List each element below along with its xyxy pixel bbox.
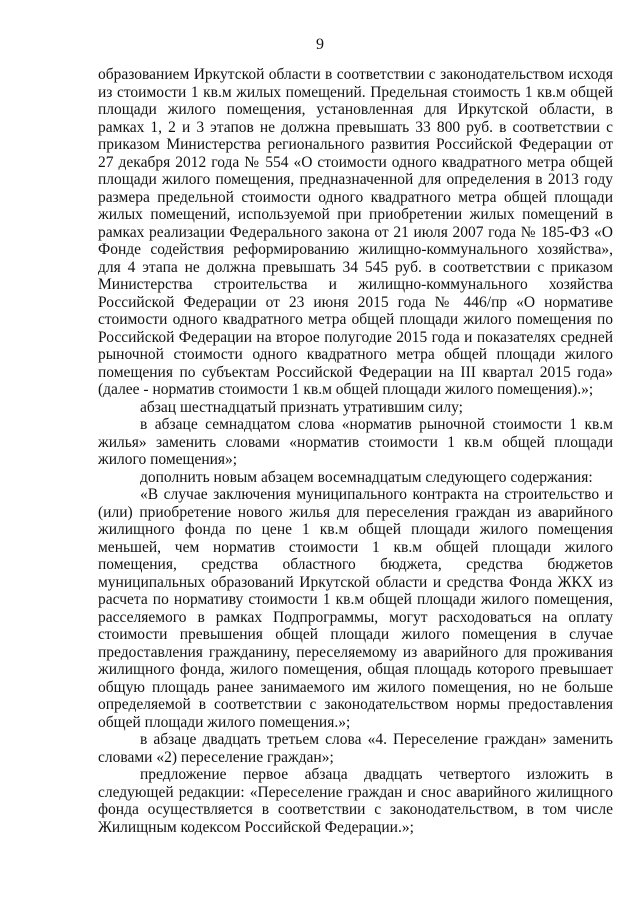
paragraph: предложение первое абзаца двадцать четвертого изложить в следующей редакции: «Переселение граждан и снос аварийного жилищного фонда осуществляется в соответствии с законодательством, в том числе Жилищным кодексом Российской Федерации.»; [98, 766, 613, 836]
paragraph-quoted-text: «В случае заключения муниципального контракта на строительство и (или) приобретение нового жилья для переселения граждан из аварийного жилищного фонда по цене 1 кв.м общей площади жилого помещения меньшей, чем норматив стоимости 1 кв.м общей площади жилого помещения, средства областного бюджета, средства бюджетов муниципальных образований Иркутской области и средства Фонда ЖКХ из расчета по нормативу стоимости 1 кв.м общей площади жилого помещения, расселяемого в рамках Подпрограммы, могут расходоваться на оплату стоимости превышения общей площади жилого помещения в случае предоставления гражданину, переселяемому из аварийного для проживания жилищного фонда, жилого помещения, общая площадь которого превышает общую площадь ранее занимаемого им жилого помещения, но не больше определяемой в соответствии с законодательством нормы предоставления общей площади жилого помещения.»; [98, 486, 613, 731]
paragraph: в абзаце двадцать третьем слова «4. Переселение граждан» заменить словами «2) переселение граждан»; [98, 731, 613, 766]
page-number: 9 [316, 36, 324, 53]
paragraph: абзац шестнадцатый признать утратившим силу; [140, 398, 463, 416]
document-body [98, 66, 613, 836]
paragraph: дополнить новым абзацем восемнадцатым следующего содержания: [140, 468, 593, 486]
paragraph: в абзаце семнадцатом слова «норматив рыночной стоимости 1 кв.м жилья» заменить словами «норматив стоимости 1 кв.м общей площади жилого помещения»; [98, 416, 613, 468]
paragraph-continuation: образованием Иркутской области в соответствии с законодательством исходя из стоимости 1 кв.м жилых помещений. Предельная стоимость 1 кв.м общей площади жилого помещения, установленная для Иркутской области, в рамках 1, 2 и 3 этапов не должна превышать 33 800 руб. в соответствии с приказом Министерства регионального развития Российской Федерации от 27 декабря 2012 года № 554 «О стоимости одного квадратного метра общей площади жилого помещения, предназначенной для определения в 2013 году размера предельной стоимости одного квадратного метра общей площади жилых помещений, используемой при приобретении жилых помещений в рамках реализации Федерального закона от 21 июля 2007 года № 185-ФЗ «О Фонде содействия реформированию жилищно-коммунального хозяйства», для 4 этапа не должна превышать 34 545 руб. в соответствии с приказом Министерства строительства и жилищно-коммунального хозяйства Российской Федерации от 23 июня 2015 года № 446/пр «О нормативе стоимости одного квадратного метра общей площади жилого помещения по Российской Федерации на второе полугодие 2015 года и показателях средней рыночной стоимости одного квадратного метра общей площади жилого помещения по субъектам Российской Федерации на III квартал 2015 года» (далее - норматив стоимости 1 кв.м общей площади жилого помещения).»; [98, 66, 613, 398]
